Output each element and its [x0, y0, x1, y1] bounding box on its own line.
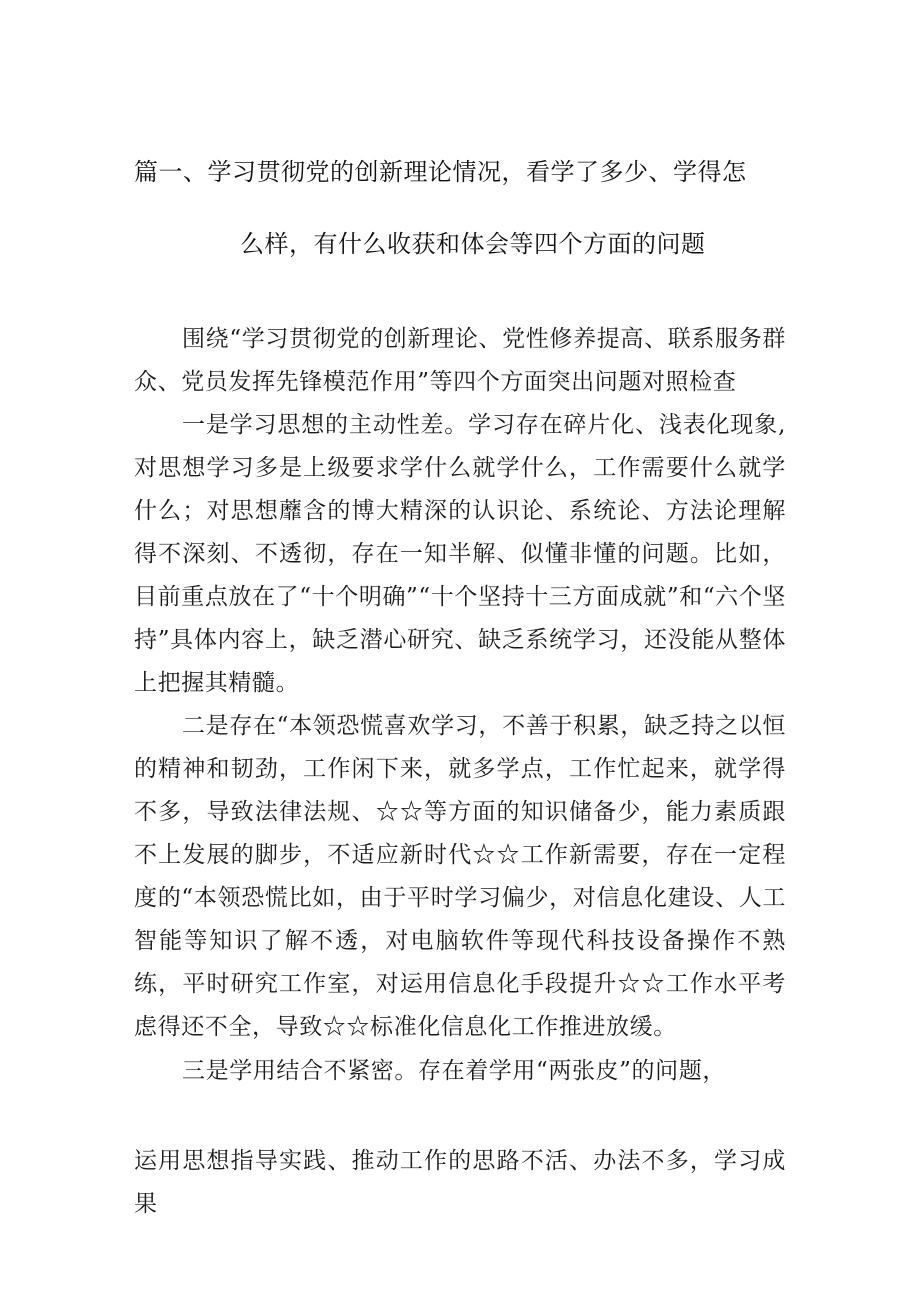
paragraph-intro: 围绕“学习贯彻党的创新理论、党性修养提高、联系服务群众、党员发挥先锋模范作用”等四个方面突出问题对照检查 — [134, 326, 786, 395]
document-title-line-1: 篇一、学习贯彻党的创新理论情况，看学了多少、学得怎 — [134, 158, 747, 186]
document-title-line-2: 么样，有什么收获和体会等四个方面的问题 — [240, 230, 706, 258]
paragraph-continuation: 运用思想指导实践、推动工作的思路不活、办法不多，学习成果 — [134, 1148, 786, 1217]
paragraph-point-3: 三是学用结合不紧密。存在着学用“两张皮”的问题， — [182, 1058, 726, 1084]
paragraph-point-2: 二是存在“本领恐慌喜欢学习，不善于积累，缺乏持之以恒的精神和韧劲，工作闲下来，就多学点，工作忙起来，就学得不多，导致法律法规、☆☆等方面的知识储备少，能力素质跟不上发展的脚步，不适应新时代☆☆工作新需要，存在一定程度的“本领恐慌比如，由于平时学习偏少，对信息化建设、人工智能等知识了解不透，对电脑软件等现代科技设备操作不熟练，平时研究工作室，对运用信息化手段提升☆☆工作水平考虑得还不全，导致☆☆标准化信息化工作推进放缓。 — [134, 713, 786, 1040]
paragraph-point-1: 一是学习思想的主动性差。学习存在碎片化、浅表化现象,对思想学习多是上级要求学什么就学什么，工作需要什么就学什么；对思想蘼含的博大精深的认识论、系统论、方法论理解得不深刻、不透彻，存在一知半解、似懂非懂的问题。比如，目前重点放在了“十个明确”“十个坚持十三方面成就”和“六个坚持”具体内容上，缺乏潜心研究、缺乏系统学习，还没能从整体上把握其精髓。 — [134, 412, 786, 696]
